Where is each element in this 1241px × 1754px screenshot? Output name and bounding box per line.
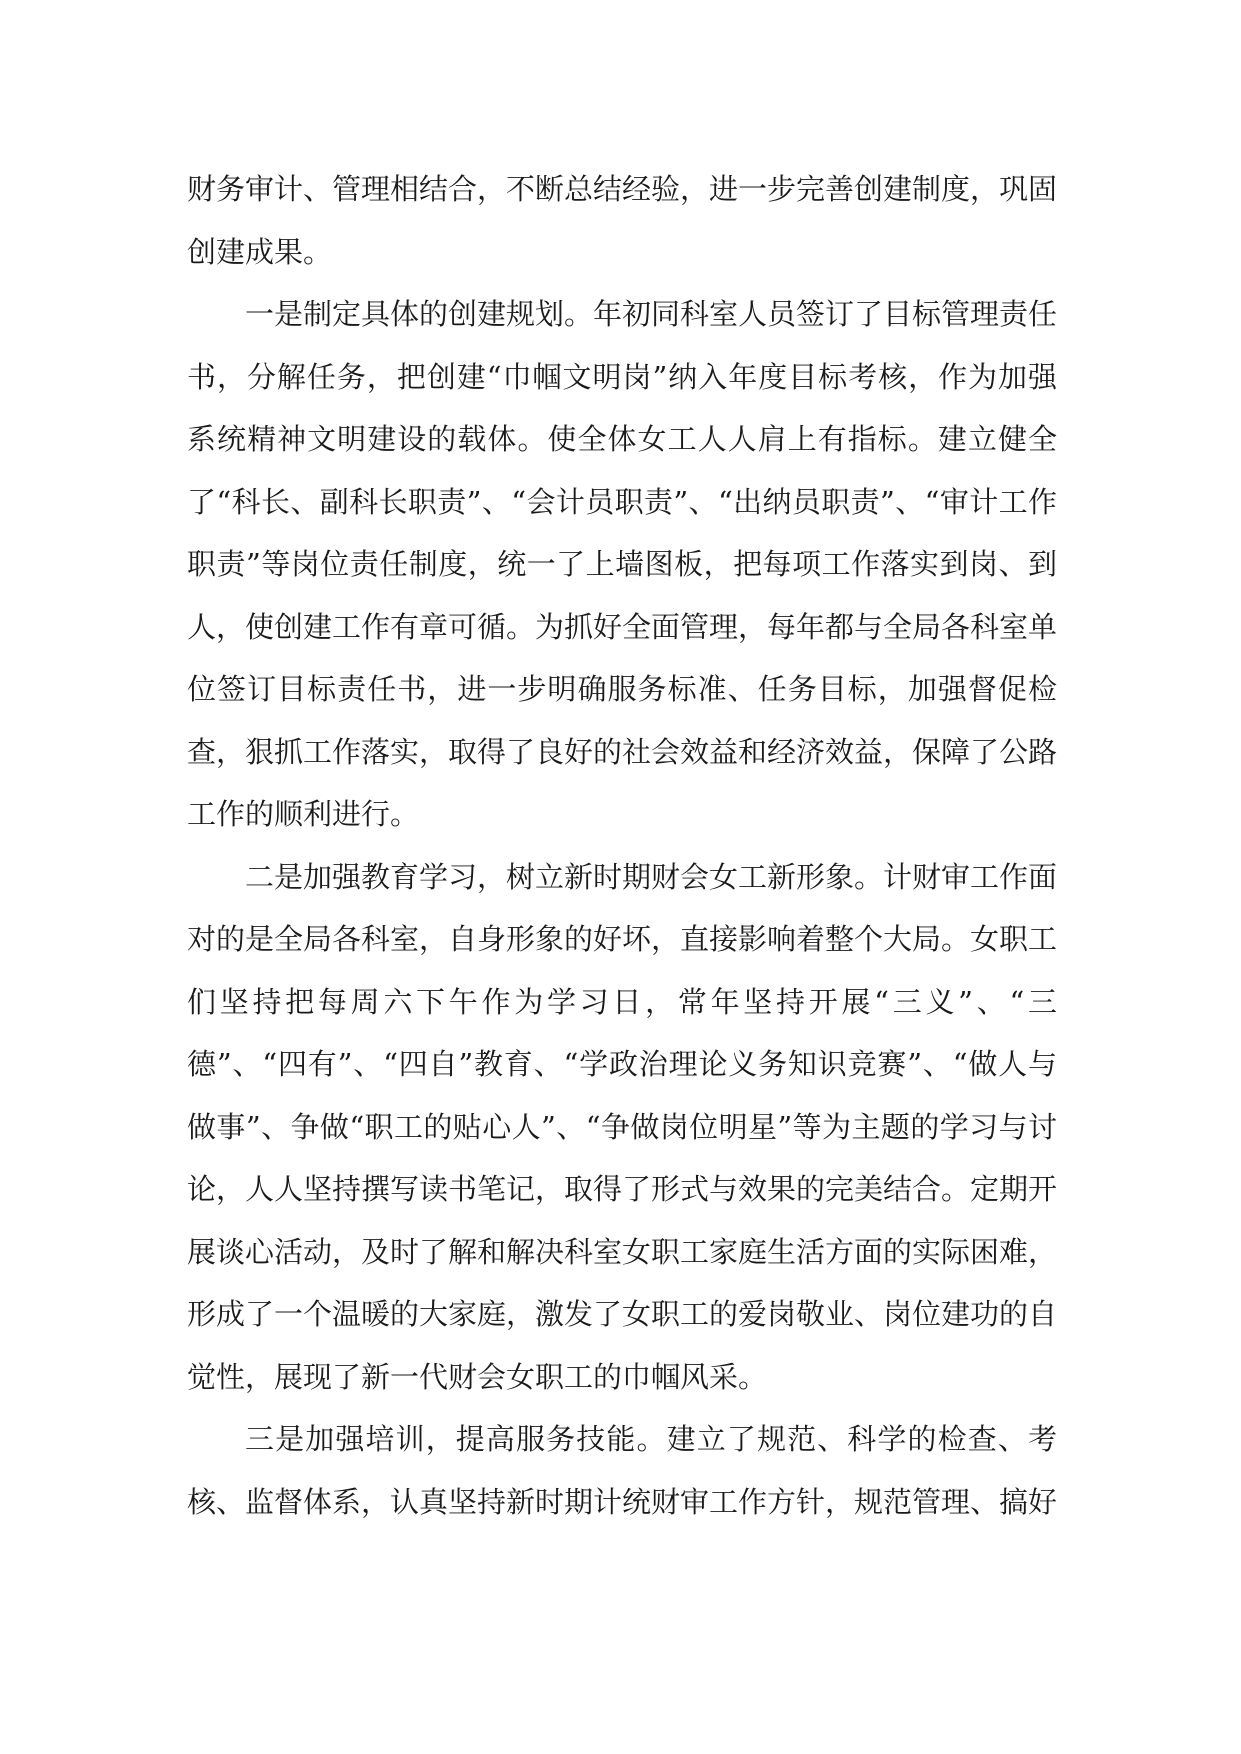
paragraph-continuation: 财务审计、管理相结合，不断总结经验，进一步完善创建制度，巩固创建成果。 — [187, 172, 1058, 269]
paragraph-education-study: 二是加强教育学习，树立新时期财会女工新形象。计财审工作面对的是全局各科室，自身形象的好坏，直接影响着整个大局。女职工们坚持把每周六下午作为学习日，常年坚持开展“三义”、“三德”、“四有”、“四自”教育、“学政治理论义务知识竞赛”、“做人与做事”、争做“职工的贴心人”、“争做岗位明星”等为主题的学习与讨论，人人坚持撰写读书笔记，取得了形式与效果的完美结合。定期开展谈心活动，及时了解和解决科室女职工家庭生活方面的实际困难，形成了一个温暖的大家庭，激发了女职工的爱岗敬业、岗位建功的自觉性，展现了新一代财会女职工的巾帼风采。 — [187, 859, 1058, 1394]
paragraph-training: 三是加强培训，提高服务技能。建立了规范、科学的检查、考核、监督体系，认真坚持新时期计统财审工作方针，规范管理、搞好 — [187, 1422, 1058, 1519]
body-text — [187, 158, 1057, 1533]
paragraph-creation-plan: 一是制定具体的创建规划。年初同科室人员签订了目标管理责任书，分解任务，把创建“巾帼文明岗”纳入年度目标考核，作为加强系统精神文明建设的载体。使全体女工人人肩上有指标。建立健全了“科长、副科长职责”、“会计员职责”、“出纳员职责”、“审计工作职责”等岗位责任制度，统一了上墙图板，把每项工作落实到岗、到人，使创建工作有章可循。为抓好全面管理，每年都与全局各科室单位签订目标责任书，进一步明确服务标准、任务目标，加强督促检查，狠抓工作落实，取得了良好的社会效益和经济效益，保障了公路工作的顺利进行。 — [187, 297, 1058, 831]
